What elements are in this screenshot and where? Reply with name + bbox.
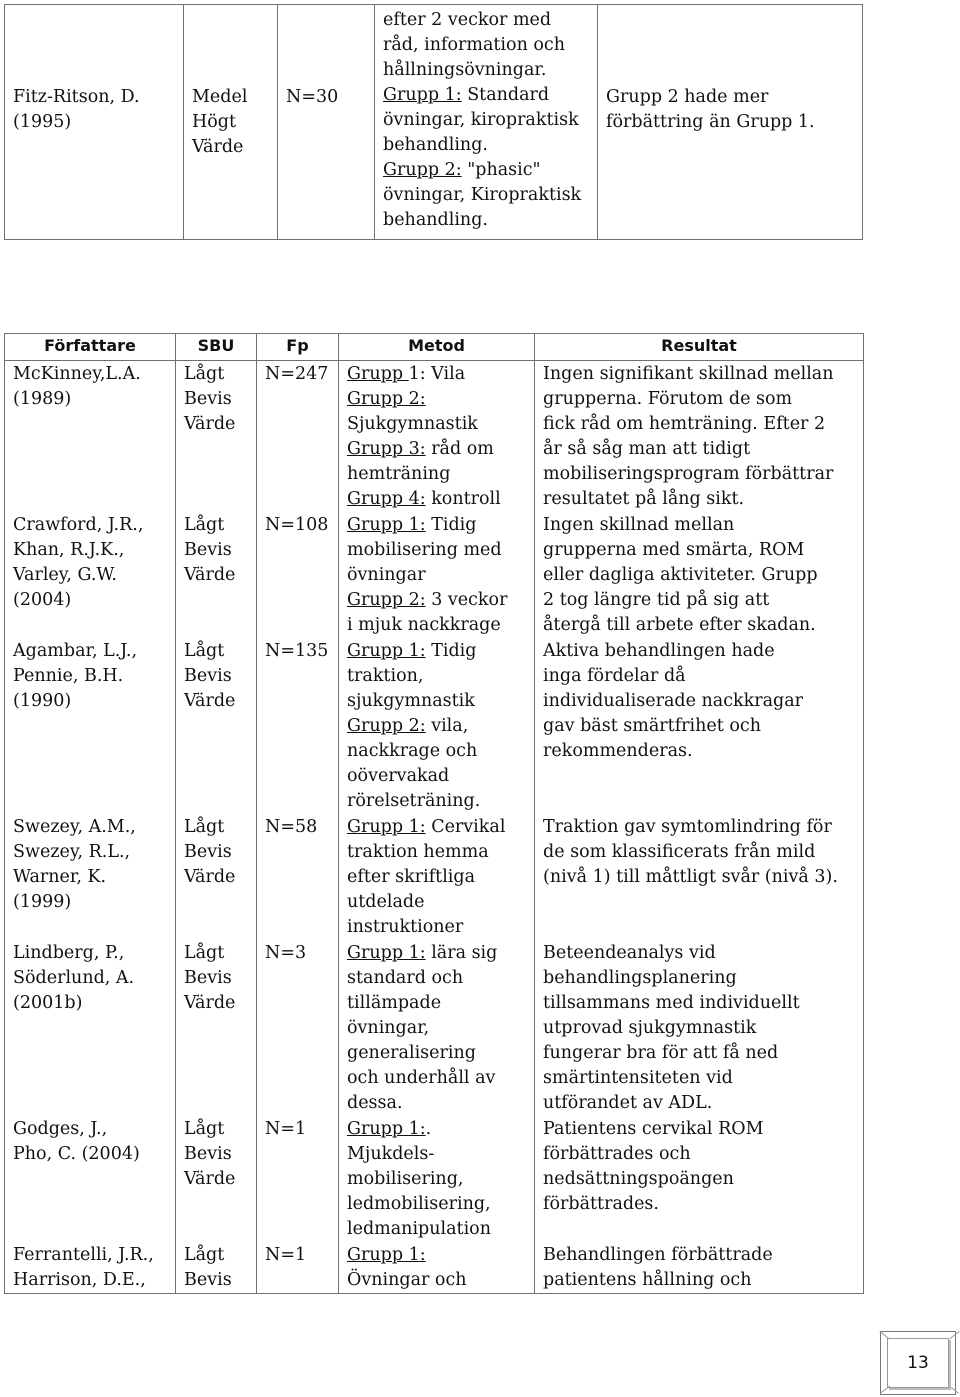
method-group-line [347, 1117, 528, 1142]
group-label: Grupp 2: [383, 160, 462, 180]
author-line: (1999) [13, 892, 72, 912]
table-body [5, 361, 864, 1294]
result-line: Beteendeanalys vid [543, 943, 716, 963]
author-line: Lindberg, P., [13, 943, 125, 963]
sbu-line: Värde [184, 1169, 236, 1189]
sbu-cell [176, 361, 257, 513]
result-line: fungerar bra för att få ned [543, 1043, 779, 1063]
method-group-line [347, 513, 528, 538]
result-line: inga fördelar då [543, 666, 686, 686]
sbu-line: Bevis [184, 1144, 232, 1164]
group-text: Tidig [425, 515, 477, 535]
method-line: mobilisering, [347, 1169, 464, 1189]
group-label: Grupp 4: [347, 489, 426, 509]
author-line: Harrison, D.E., [13, 1270, 146, 1290]
result-line: rekommenderas. [543, 741, 693, 761]
author-line: Pennie, B.H. [13, 666, 124, 686]
group-text: lära sig [425, 943, 498, 963]
fp-cell [278, 5, 375, 240]
author-cell [5, 5, 184, 240]
method-cell [339, 814, 535, 940]
result-line: (nivå 1) till måttligt svår (nivå 3). [543, 867, 838, 887]
sbu-line: Värde [184, 691, 236, 711]
group-label: Grupp 1: [383, 85, 462, 105]
group-label: Grupp 2: [347, 716, 426, 736]
method-line: tillämpade [347, 993, 442, 1013]
sbu-line: Lågt [184, 515, 225, 535]
result-line: utprovad sjukgymnastik [543, 1018, 757, 1038]
result-line: återgå till arbete efter skadan. [543, 615, 816, 635]
result-line: smärtintensiteten vid [543, 1068, 733, 1088]
group-text: 3 veckor [425, 590, 508, 610]
author-line: Khan, R.J.K., [13, 540, 125, 560]
result-line: Ingen signifikant skillnad mellan [543, 364, 834, 384]
method-line: oövervakad [347, 766, 450, 786]
sbu-line: Bevis [184, 540, 232, 560]
method-line: generalisering [347, 1043, 476, 1063]
author-line: Crawford, J.R., [13, 515, 144, 535]
sbu-cell [176, 814, 257, 940]
group-label: Grupp [347, 364, 409, 384]
method-group-line [383, 158, 591, 183]
page-number: 13 [887, 1338, 949, 1388]
fp-value: N=58 [265, 817, 318, 837]
method-group-line [347, 387, 528, 412]
method-line: hemträning [347, 464, 451, 484]
fp-value: N=1 [265, 1119, 307, 1139]
author-cell [5, 940, 176, 1116]
sbu-line: Bevis [184, 666, 232, 686]
sbu-line: Värde [184, 565, 236, 585]
method-line: instruktioner [347, 917, 464, 937]
method-cell [339, 361, 535, 513]
author-line: Pho, C. (2004) [13, 1144, 140, 1164]
table-row [5, 814, 864, 940]
table-row [5, 638, 864, 814]
result-line: resultatet på lång sikt. [543, 489, 745, 509]
method-group-line [347, 437, 528, 462]
result-line: förbättrades och [543, 1144, 691, 1164]
sbu-line: Bevis [184, 1270, 232, 1290]
table-row [5, 361, 864, 513]
result-line: grupperna. Förutom de som [543, 389, 793, 409]
result-cell [535, 1116, 864, 1242]
fp-cell [257, 361, 339, 513]
author-line: Agambar, L.J., [13, 641, 138, 661]
result-line: de som klassificerats från mild [543, 842, 816, 862]
method-cell [339, 1242, 535, 1294]
method-group-line [347, 815, 528, 840]
group-label: Grupp 3: [347, 439, 426, 459]
result-line: tillsammans med individuellt [543, 993, 800, 1013]
method-line: och underhåll av [347, 1068, 496, 1088]
result-cell [535, 1242, 864, 1294]
result-line: behandlingsplanering [543, 968, 737, 988]
result-line: grupperna med smärta, ROM [543, 540, 805, 560]
sbu-cell [176, 638, 257, 814]
sbu-line: Lågt [184, 943, 225, 963]
result-line: individualiserade nackkragar [543, 691, 804, 711]
author-line: Swezey, A.M., [13, 817, 136, 837]
result-line: Ingen skillnad mellan [543, 515, 735, 535]
study-row-fitz-ritson [5, 5, 863, 240]
group-label: Grupp 1: [347, 943, 426, 963]
group-text: "phasic" [461, 160, 541, 180]
sbu-line: Lågt [184, 364, 225, 384]
group-label: Grupp 1: [347, 817, 426, 837]
fp-value: N=30 [286, 87, 339, 107]
frame-corner [949, 1386, 959, 1394]
author-cell [5, 638, 176, 814]
author-line: Swezey, R.L., [13, 842, 131, 862]
group-text: Standard [461, 85, 550, 105]
sbu-cell [176, 1242, 257, 1294]
sbu-line: Lågt [184, 641, 225, 661]
method-line: Övningar och [347, 1270, 467, 1290]
fp-cell [257, 1116, 339, 1242]
author-cell [5, 361, 176, 513]
author-cell [5, 1116, 176, 1242]
method-cell [375, 5, 598, 240]
group-text: kontroll [425, 489, 501, 509]
header-result: Resultat [535, 334, 864, 361]
method-line: råd, information och [383, 35, 566, 55]
method-line: sjukgymnastik [347, 691, 475, 711]
result-cell [535, 361, 864, 513]
author-line: (1995) [13, 112, 72, 132]
method-group-line [347, 362, 528, 387]
fp-value: N=3 [265, 943, 307, 963]
method-line: övningar, Kiropraktisk [383, 185, 582, 205]
sbu-line: Bevis [184, 389, 232, 409]
method-group-line [347, 941, 528, 966]
header-author: Författare [5, 334, 176, 361]
author-cell [5, 1242, 176, 1294]
method-line: ledmobilisering, [347, 1194, 491, 1214]
sbu-line: Bevis [184, 842, 232, 862]
result-line: Patientens cervikal ROM [543, 1119, 764, 1139]
studies-table [4, 333, 864, 1294]
fp-cell [257, 1242, 339, 1294]
result-line: Traktion gav symtomlindring för [543, 817, 832, 837]
method-line: efter 2 veckor med [383, 10, 552, 30]
method-line: övningar, kiropraktisk [383, 110, 579, 130]
result-line: mobiliseringsprogram förbättrar [543, 464, 834, 484]
sbu-line: Lågt [184, 1119, 225, 1139]
result-line: utförandet av ADL. [543, 1093, 713, 1113]
result-line: år så såg man att tidigt [543, 439, 751, 459]
sbu-line: Bevis [184, 968, 232, 988]
sbu-line: Lågt [184, 817, 225, 837]
result-cell [535, 940, 864, 1116]
header-fp: Fp [257, 334, 339, 361]
author-line: (1990) [13, 691, 72, 711]
group-text: Cervikal [425, 817, 506, 837]
result-cell [535, 638, 864, 814]
method-line: mobilisering med [347, 540, 502, 560]
group-label: Grupp 1: [347, 1119, 426, 1139]
method-cell [339, 1116, 535, 1242]
sbu-line: Lågt [184, 1245, 225, 1265]
sbu-line: Medel [192, 87, 248, 107]
method-line: behandling. [383, 210, 488, 230]
author-line: McKinney,L.A. [13, 364, 141, 384]
method-line: Mjukdels- [347, 1144, 435, 1164]
table-header-row [5, 334, 864, 361]
group-text: vila, [425, 716, 469, 736]
group-label: Grupp 1: [347, 641, 426, 661]
result-line: Aktiva behandlingen hade [543, 641, 775, 661]
author-cell [5, 512, 176, 638]
method-group-line [347, 1243, 528, 1268]
sbu-line: Högt [192, 112, 237, 132]
group-label: Grupp 1: [347, 1245, 426, 1265]
method-line: traktion, [347, 666, 424, 686]
method-group-line [347, 714, 528, 739]
sbu-cell [176, 940, 257, 1116]
sbu-line: Värde [192, 137, 244, 157]
result-line: patientens hållning och [543, 1270, 752, 1290]
method-group-line [383, 83, 591, 108]
method-group-line [347, 487, 528, 512]
group-label: Grupp 2: [347, 389, 426, 409]
method-line: ledmanipulation [347, 1219, 491, 1239]
group-text: Tidig [425, 641, 477, 661]
sbu-line: Värde [184, 993, 236, 1013]
method-cell [339, 940, 535, 1116]
method-line: rörelseträning. [347, 791, 481, 811]
sbu-line: Värde [184, 867, 236, 887]
author-line: Varley, G.W. [13, 565, 117, 585]
method-group-line [347, 639, 528, 664]
group-text: . [425, 1119, 432, 1139]
author-line: Söderlund, A. [13, 968, 135, 988]
fp-value: N=1 [265, 1245, 307, 1265]
sbu-cell [176, 512, 257, 638]
author-line: (2001b) [13, 993, 83, 1013]
result-line: Behandlingen förbättrade [543, 1245, 773, 1265]
table-row [5, 512, 864, 638]
sbu-cell [184, 5, 278, 240]
method-line: dessa. [347, 1093, 403, 1113]
fp-value: N=247 [265, 364, 329, 384]
method-line: utdelade [347, 892, 425, 912]
table-row [5, 1242, 864, 1294]
result-line: nedsättningspoängen [543, 1169, 734, 1189]
result-line: fick råd om hemträning. Efter 2 [543, 414, 826, 434]
result-line: förbättring än Grupp 1. [606, 112, 815, 132]
method-line: Sjukgymnastik [347, 414, 478, 434]
result-line: förbättrades. [543, 1194, 659, 1214]
fp-value: N=135 [265, 641, 329, 661]
method-line: i mjuk nackkrage [347, 615, 501, 635]
sbu-cell [176, 1116, 257, 1242]
fp-cell [257, 638, 339, 814]
fp-cell [257, 512, 339, 638]
result-cell [598, 5, 863, 240]
group-label: Grupp 2: [347, 590, 426, 610]
fp-value: N=108 [265, 515, 329, 535]
fp-cell [257, 814, 339, 940]
table-row [5, 1116, 864, 1242]
result-line: 2 tog längre tid på sig att [543, 590, 770, 610]
author-line: Fitz-Ritson, D. [13, 87, 140, 107]
method-line: övningar, [347, 1018, 430, 1038]
method-cell [339, 638, 535, 814]
author-line: Warner, K. [13, 867, 107, 887]
method-cell [339, 512, 535, 638]
result-line: eller dagliga aktiviteter. Grupp [543, 565, 818, 585]
author-line: Godges, J., [13, 1119, 108, 1139]
author-line: (1989) [13, 389, 72, 409]
result-cell [535, 512, 864, 638]
fp-cell [257, 940, 339, 1116]
group-label: Grupp 1: [347, 515, 426, 535]
page-number-box [880, 1331, 956, 1395]
frame-corner [950, 1331, 960, 1339]
header-sbu: SBU [176, 334, 257, 361]
author-cell [5, 814, 176, 940]
result-line: gav bäst smärtfrihet och [543, 716, 761, 736]
result-cell [535, 814, 864, 940]
author-line: Ferrantelli, J.R., [13, 1245, 154, 1265]
method-line: nackkrage och [347, 741, 478, 761]
method-group-line [347, 588, 528, 613]
method-line: hållningsövningar. [383, 60, 547, 80]
result-line: Grupp 2 hade mer [606, 87, 769, 107]
group-text: råd om [425, 439, 494, 459]
method-line: standard och [347, 968, 464, 988]
table-row [5, 940, 864, 1116]
author-line: (2004) [13, 590, 72, 610]
method-line: traktion hemma [347, 842, 489, 862]
previous-study-table [4, 4, 863, 240]
sbu-line: Värde [184, 414, 236, 434]
method-line: övningar [347, 565, 426, 585]
header-method: Metod [339, 334, 535, 361]
method-line: efter skriftliga [347, 867, 476, 887]
group-text: 1: Vila [408, 364, 466, 384]
method-line: behandling. [383, 135, 488, 155]
